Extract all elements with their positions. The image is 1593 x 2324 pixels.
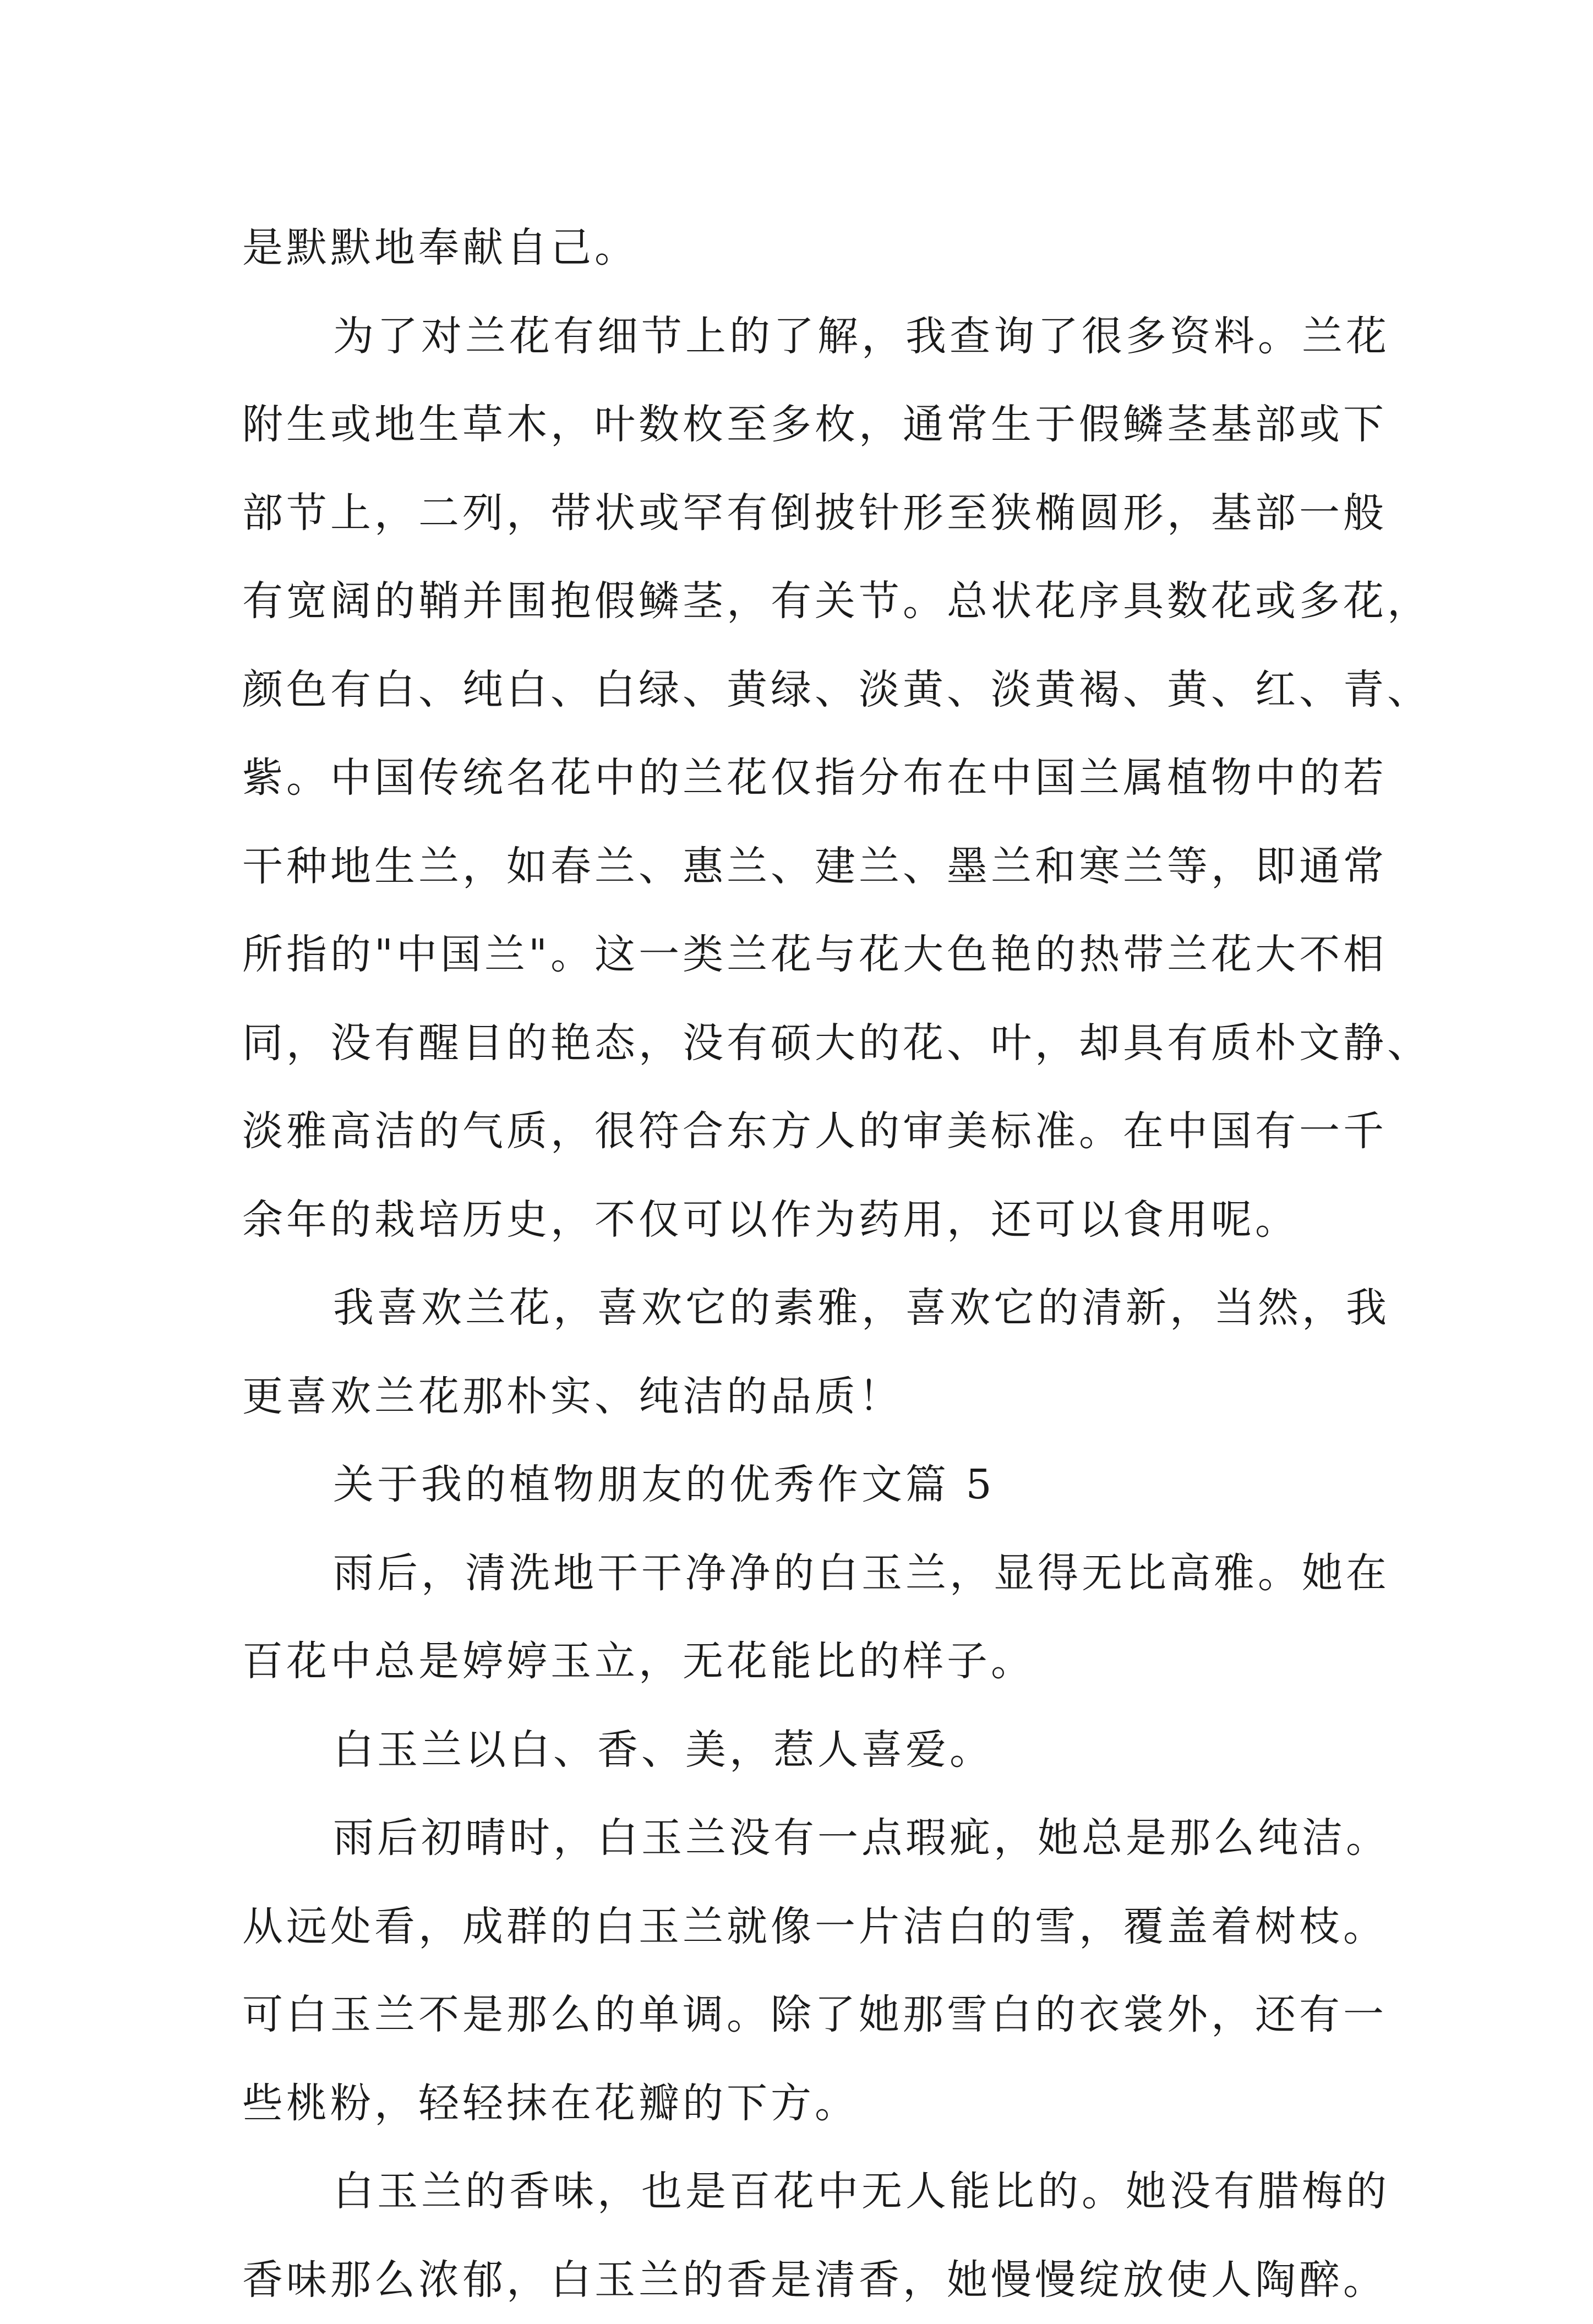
paragraph-first-line: 为了对兰花有细节上的了解，我查询了很多资料。兰花 [242,292,1365,381]
paragraph-first-line: 白玉兰以白、香、美，惹人喜爱。 [242,1706,1365,1794]
text-line: 些桃粉，轻轻抹在花瓣的下方。 [242,2059,1365,2148]
text-line: 所指的"中国兰"。这一类兰花与花大色艳的热带兰花大不相 [242,910,1365,999]
text-line: 可白玉兰不是那么的单调。除了她那雪白的衣裳外，还有一 [242,1971,1365,2059]
text-line: 香味那么浓郁，白玉兰的香是清香，她慢慢绽放使人陶醉。 [242,2236,1365,2324]
text-line: 附生或地生草木，叶数枚至多枚，通常生于假鳞茎基部或下 [242,380,1365,469]
paragraph-first-line: 我喜欢兰花，喜欢它的素雅，喜欢它的清新，当然，我 [242,1264,1365,1352]
paragraph-first-line: 白玉兰的香味，也是百花中无人能比的。她没有腊梅的 [242,2147,1365,2236]
text-line: 余年的栽培历史，不仅可以作为药用，还可以食用呢。 [242,1176,1365,1264]
text-line: 百花中总是婷婷玉立，无花能比的样子。 [242,1617,1365,1706]
text-line: 部节上，二列，带状或罕有倒披针形至狭椭圆形，基部一般 [242,469,1365,558]
text-line: 同，没有醒目的艳态，没有硕大的花、叶，却具有质朴文静、 [242,999,1365,1088]
section-heading: 关于我的植物朋友的优秀作文篇 5 [242,1441,1365,1529]
paragraph-first-line: 雨后初晴时，白玉兰没有一点瑕疵，她总是那么纯洁。 [242,1794,1365,1883]
text-line: 颜色有白、纯白、白绿、黄绿、淡黄、淡黄褐、黄、红、青、 [242,646,1365,734]
text-line: 紫。中国传统名花中的兰花仅指分布在中国兰属植物中的若 [242,734,1365,822]
document-body [242,204,1365,2324]
text-line: 淡雅高洁的气质，很符合东方人的审美标准。在中国有一千 [242,1087,1365,1176]
text-line: 从远处看，成群的白玉兰就像一片洁白的雪，覆盖着树枝。 [242,1883,1365,1971]
paragraph-first-line: 雨后，清洗地干干净净的白玉兰，显得无比高雅。她在 [242,1529,1365,1618]
text-line: 更喜欢兰花那朴实、纯洁的品质！ [242,1352,1365,1441]
text-line: 有宽阔的鞘并围抱假鳞茎，有关节。总状花序具数花或多花， [242,557,1365,646]
text-line: 是默默地奉献自己。 [242,204,1365,292]
text-line: 干种地生兰，如春兰、惠兰、建兰、墨兰和寒兰等，即通常 [242,822,1365,911]
